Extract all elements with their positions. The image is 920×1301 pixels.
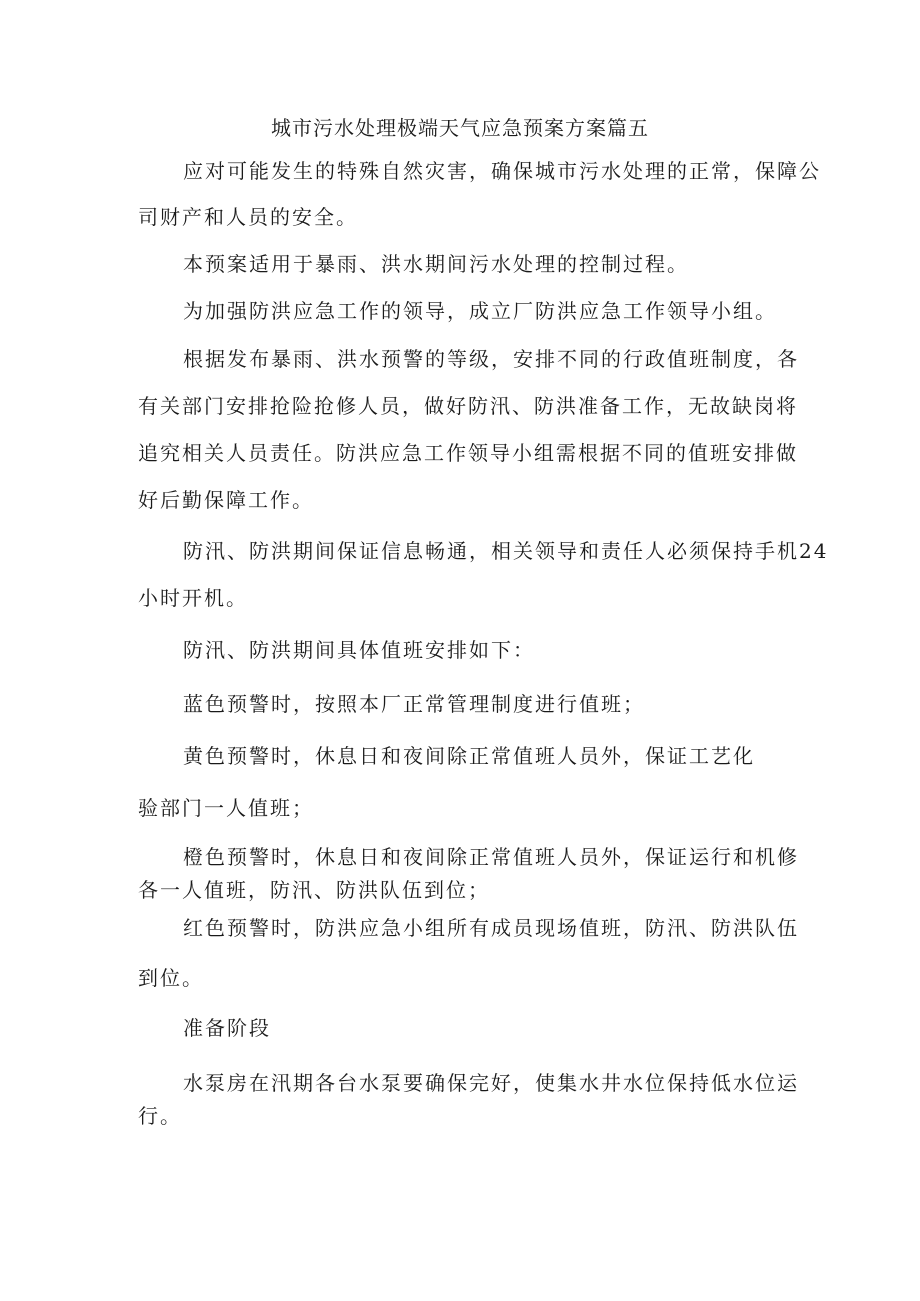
paragraph-line: 好后勤保障工作。 xyxy=(138,488,314,512)
paragraph-line: 验部门一人值班； xyxy=(138,796,314,820)
paragraph-line: 蓝色预警时，按照本厂正常管理制度进行值班； xyxy=(183,692,645,716)
paragraph-line: 橙色预警时，休息日和夜间除正常值班人员外，保证运行和机修 xyxy=(183,845,799,869)
paragraph-line: 为加强防洪应急工作的领导，成立厂防洪应急工作领导小组。 xyxy=(183,299,777,323)
paragraph-line: 有关部门安排抢险抢修人员，做好防汛、防洪准备工作，无故缺岗将 xyxy=(138,394,798,418)
paragraph-line: 黄色预警时，休息日和夜间除正常值班人员外，保证工艺化 xyxy=(183,744,755,768)
paragraph-line: 各一人值班，防汛、防洪队伍到位； xyxy=(138,878,490,902)
paragraph-line: 防汛、防洪期间保证信息畅通，相关领导和责任人必须保持手机24 xyxy=(183,539,829,563)
paragraph-line: 应对可能发生的特殊自然灾害，确保城市污水处理的正常，保障公 xyxy=(183,159,821,183)
paragraph-line: 到位。 xyxy=(138,966,204,990)
paragraph-line: 红色预警时，防洪应急小组所有成员现场值班，防汛、防洪队伍 xyxy=(183,916,799,940)
paragraph-line: 根据发布暴雨、洪水预警的等级，安排不同的行政值班制度，各 xyxy=(183,347,799,371)
section-heading: 准备阶段 xyxy=(183,1016,271,1040)
document-title: 城市污水处理极端天气应急预案方案篇五 xyxy=(271,116,649,140)
paragraph-line: 水泵房在汛期各台水泵要确保完好，使集水井水位保持低水位运 xyxy=(183,1071,799,1095)
paragraph-line: 追究相关人员责任。防洪应急工作领导小组需根据不同的值班安排做 xyxy=(138,441,798,465)
paragraph-line: 小时开机。 xyxy=(138,586,248,610)
paragraph-line: 防汛、防洪期间具体值班安排如下： xyxy=(183,638,535,662)
paragraph-line: 司财产和人员的安全。 xyxy=(138,205,358,229)
paragraph-line: 本预案适用于暴雨、洪水期间污水处理的控制过程。 xyxy=(183,252,689,276)
paragraph-line: 行。 xyxy=(138,1104,182,1128)
